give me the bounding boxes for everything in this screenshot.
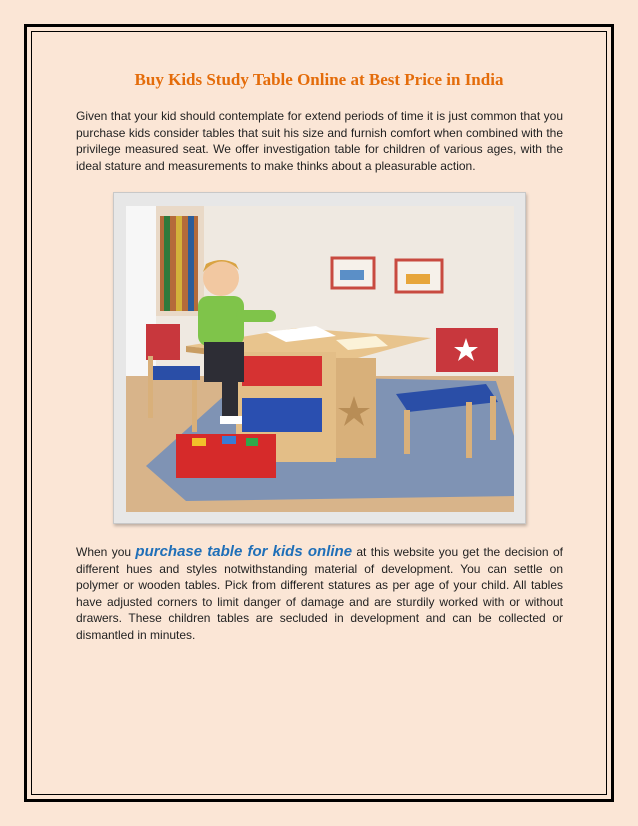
page-title: Buy Kids Study Table Online at Best Price in India — [134, 70, 504, 89]
details-text-before: When you — [76, 545, 136, 559]
kids-table-photo — [126, 206, 514, 512]
purchase-table-link[interactable]: purchase table for kids online — [135, 543, 353, 560]
details-text-after: at this website you get the decision of different hues and styles notwithstanding material of development. You can settle on polymer or wooden tables. Pick from different statures as per age of your child. All tables have adjusted corners to limit danger of damage and are sturdily worked with or without drawers. These children tables are secluded in development and can be collected or dismantled in minutes. — [76, 545, 563, 642]
intro-paragraph: Given that your kid should contemplate for extend periods of time it is just common that you purchase kids consider tables that suit his size and furnish comfort when combined with the privilege measured seat. We offer investigation table for children of various ages, with the ideal stature and measurements to make thinks about a pleasurable action. — [76, 109, 563, 173]
product-photo-frame — [113, 192, 526, 524]
details-paragraph — [76, 544, 563, 643]
